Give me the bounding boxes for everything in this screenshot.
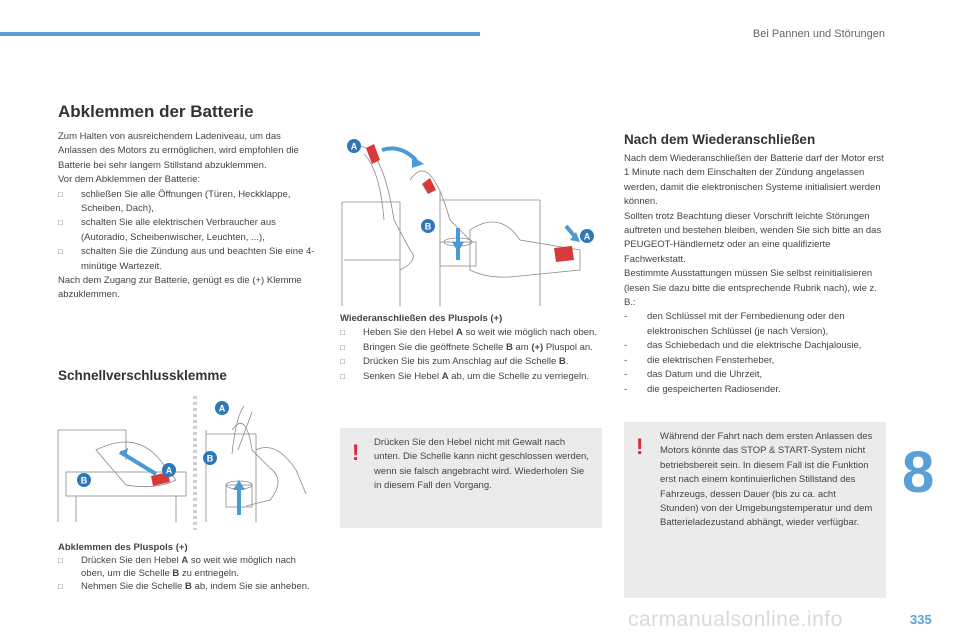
label-a-disconnect: A: [165, 465, 173, 476]
list-item: - die elektrischen Fensterheber,: [624, 354, 890, 368]
quick-release-title: Schnellverschlussklemme: [58, 368, 227, 383]
label-a-raise: A: [350, 141, 358, 152]
list-item: □ schalten Sie alle elektrischen Verbraucher aus (Autoradio, Scheibenwischer, Leuchten, ...),: [58, 216, 316, 245]
label-b-lift: B: [206, 453, 214, 464]
list-item: - die gespeicherten Radiosender.: [624, 383, 890, 397]
reconnect-warning-text: Drücken Sie den Hebel nicht mit Gewalt nach unten. Die Schelle kann nicht geschlossen werden, wenn sie falsch angebracht wird. Wiederholen Sie in diesem Fall den Vorgang.: [374, 437, 589, 492]
after-p1: Nach dem Wiederanschließen der Batterie darf der Motor erst 1 Minute nach dem Einschalten der Zündung angelassen werden, damit die elektronischen Systeme initialisiert werden können.: [624, 153, 884, 208]
page-title: Abklemmen der Batterie: [58, 102, 254, 121]
reconnect-illustration: [340, 130, 602, 306]
after-p2: Sollten trotz Beachtung dieser Vorschrift leichte Störungen auftreten und bestehen bleiben, wenden Sie sich bitte an das PEUGEOT-Händlernetz oder an eine qualifizierte Fachwerkstatt.: [624, 210, 882, 265]
list-item: □ Drücken Sie bis zum Anschlag auf die Schelle B.: [340, 355, 602, 369]
stop-start-warning-box: [624, 422, 886, 598]
reinit-list: [624, 310, 890, 396]
after-reconnect-title: Nach dem Wiederanschließen: [624, 132, 816, 147]
warning-icon: !: [352, 440, 360, 465]
list-item: □ Heben Sie den Hebel A so weit wie möglich nach oben.: [340, 326, 602, 340]
list-item: □ Senken Sie Hebel A ab, um die Schelle zu verriegeln.: [340, 370, 602, 384]
after-p3: Bestimmte Ausstattungen müssen Sie selbst reinitialisieren (lesen Sie dazu bitte die entsprechende Rubrik nach), wie z. B.:: [624, 268, 877, 309]
before-label: Vor dem Abklemmen der Batterie:: [58, 174, 201, 186]
label-a-lift: A: [218, 403, 226, 414]
header-accent-bar: [0, 32, 480, 36]
after-reconnect-section: [624, 152, 890, 397]
list-item: □ Nehmen Sie die Schelle B ab, indem Sie sie anheben.: [58, 580, 320, 593]
intro-text: Zum Halten von ausreichendem Ladeniveau, um das Anlassen des Motors zu ermöglichen, wird empfohlen die Batterie bei sehr langem Stillstand abzuklemmen.: [58, 131, 299, 171]
label-b-place: B: [424, 221, 432, 232]
disconnect-svg: [56, 390, 314, 536]
list-item: - den Schlüssel mit der Fernbedienung oder den elektronischen Schlüssel (je nach Version),: [624, 310, 890, 339]
label-a-lower: A: [583, 231, 591, 242]
list-item: - das Datum und die Uhrzeit,: [624, 368, 890, 382]
list-item: - das Schiebedach und die elektrische Dachjalousie,: [624, 339, 890, 353]
stop-start-warning-text: Während der Fahrt nach dem ersten Anlassen des Motors könnte das STOP & START-System nicht betriebsbereit sein. In diesem Fall ist die Funktion erst nach einem kontinuierlichen Stillstand des Fahrzeugs, dessen Dauer (bis zu ca. acht Stunden) von der Umgebungstemperatur und dem Batterieladezustand abhängt, wieder verfügbar.: [660, 431, 873, 529]
reconnect-svg: [340, 130, 602, 306]
page-number: 335: [910, 612, 932, 627]
watermark: carmanualsonline.info: [628, 608, 843, 631]
reconnect-section: [340, 312, 602, 384]
list-item: □ schließen Sie alle Öffnungen (Türen, Heckklappe, Scheiben, Dach),: [58, 188, 316, 217]
list-item: □ schalten Sie die Zündung aus und beachten Sie eine 4-minütige Wartezeit.: [58, 245, 316, 274]
before-list: [58, 188, 316, 274]
intro-section: [58, 130, 316, 303]
disconnect-section: [58, 541, 320, 593]
disconnect-illustration: [56, 390, 314, 536]
list-item: □ Drücken Sie den Hebel A so weit wie möglich nach oben, um die Schelle B zu entriegeln.: [58, 554, 320, 580]
after-access-text: Nach dem Zugang zur Batterie, genügt es die (+) Klemme abzuklemmen.: [58, 275, 302, 301]
running-head: Bei Pannen und Störungen: [752, 28, 885, 40]
disconnect-title: Abklemmen des Pluspols (+): [58, 542, 188, 553]
chapter-number: 8: [902, 440, 935, 505]
list-item: □ Bringen Sie die geöffnete Schelle B am (+) Pluspol an.: [340, 341, 602, 355]
warning-icon: !: [636, 434, 644, 459]
reconnect-warning-box: [340, 428, 602, 528]
reconnect-title: Wiederanschließen des Pluspols (+): [340, 313, 503, 324]
label-b-disconnect: B: [80, 475, 88, 486]
